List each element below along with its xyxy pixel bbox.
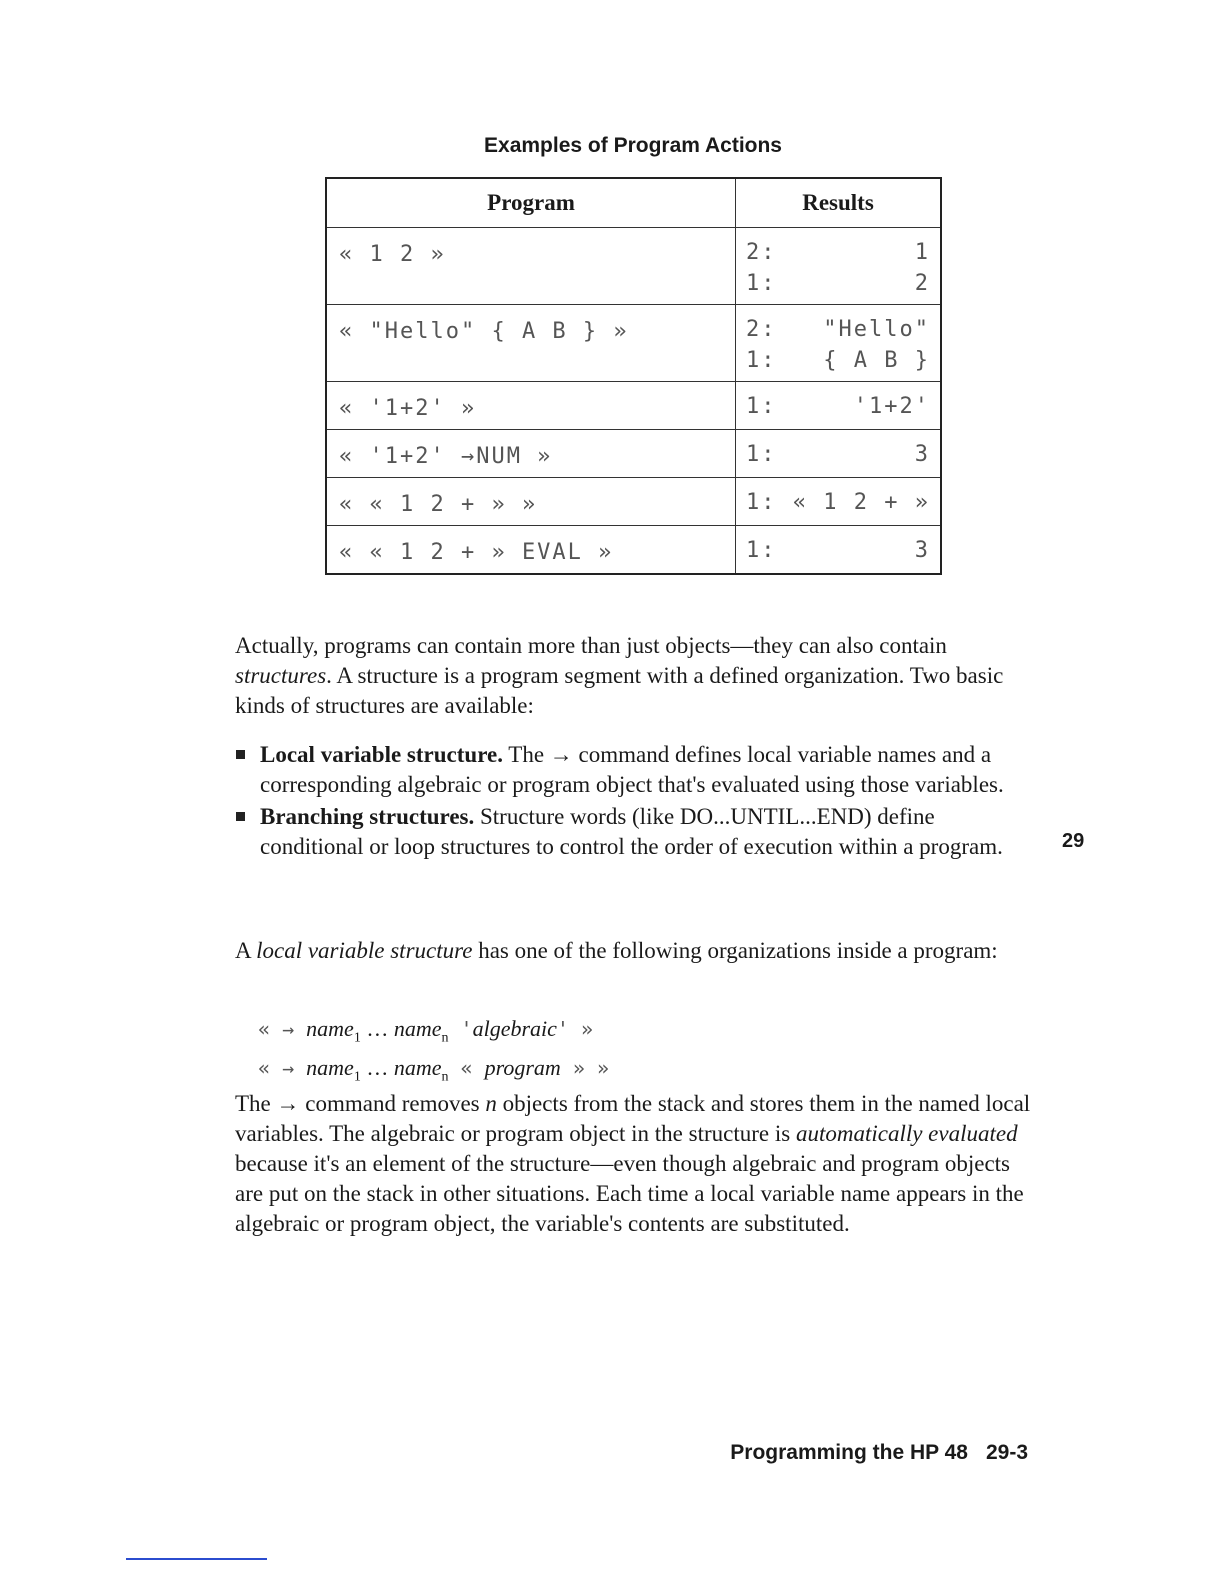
table-row (326, 526, 941, 574)
syntax-delim: ' (448, 1017, 473, 1041)
table-row (326, 305, 941, 382)
stack-level: 1: (746, 271, 777, 296)
table-title: Examples of Program Actions (484, 134, 782, 157)
emphasis: n (485, 1091, 497, 1116)
stack-line (746, 490, 930, 521)
syntax-name: name (393, 1055, 442, 1081)
text-run: A (235, 938, 257, 963)
stack-value: 1 (914, 240, 930, 265)
header-program: Program (326, 178, 736, 228)
header-results: Results (736, 178, 942, 228)
list-item (236, 740, 1026, 800)
stack-value: « 1 2 + » (792, 490, 930, 515)
local-variable-paragraph (235, 936, 1035, 966)
program-cell: « '1+2' » (326, 382, 736, 430)
examples-table (325, 177, 942, 575)
bullet-text: The → command defines local variable names and a corresponding algebraic or program object that's evaluated using those variables. (260, 742, 1004, 797)
program-cell: « "Hello" { A B } » (326, 305, 736, 382)
syntax-open: « → (258, 1056, 307, 1081)
stack-level: 1: (746, 442, 777, 467)
syntax-delim: » (560, 1056, 597, 1081)
text-run: . A structure is a program segment with a defined organization. Two basic kinds of structures are available: (235, 663, 1004, 718)
table-row (326, 382, 941, 430)
syntax-close: » (596, 1056, 609, 1081)
emphasis: automatically evaluated (795, 1121, 1018, 1146)
text-run: because it's an element of the structure—even though algebraic and program objects are put on the stack in other situations. Each time a local variable name appears in the algebraic or program object, the variable's contents are substituted. (235, 1151, 1024, 1236)
results-cell (736, 382, 942, 430)
bullet-heading: Local variable structure. (260, 742, 503, 767)
stack-line (746, 348, 930, 379)
results-cell (736, 478, 942, 526)
table-row (326, 228, 941, 305)
stack-value: 3 (914, 442, 930, 467)
syntax-delim: ' (556, 1017, 581, 1041)
stack-value: 2 (914, 271, 930, 296)
syntax-dots: … (360, 1016, 394, 1041)
syntax-name: name (306, 1016, 354, 1041)
table-row (326, 430, 941, 478)
command-paragraph (235, 1089, 1035, 1239)
bullet-list (236, 740, 1026, 864)
syntax-sub: n (441, 1030, 449, 1046)
emphasis: structures (235, 663, 327, 688)
bullet-square-icon (236, 750, 245, 759)
stack-line (746, 394, 930, 425)
stack-value: "Hello" (823, 317, 930, 342)
stack-level: 2: (746, 317, 777, 342)
syntax-sub: n (441, 1069, 449, 1085)
syntax-block (258, 1014, 609, 1093)
results-cell (736, 305, 942, 382)
bullet-square-icon (236, 812, 245, 821)
stack-line (746, 240, 930, 271)
table-header-row (326, 178, 941, 228)
syntax-line-program (258, 1053, 609, 1092)
stack-line (746, 442, 930, 473)
syntax-open: « → (258, 1017, 307, 1041)
syntax-sub: 1 (353, 1030, 361, 1046)
stack-level: 1: (746, 348, 777, 373)
syntax-body: program (484, 1055, 561, 1081)
results-cell (736, 228, 942, 305)
footer-title: Programming the HP 48 (730, 1441, 968, 1464)
text-run: Actually, programs can contain more than just objects—they can also contain (235, 633, 947, 658)
syntax-dots: … (360, 1055, 394, 1081)
stack-value: { A B } (823, 348, 930, 373)
stack-value: '1+2' (853, 394, 930, 419)
results-cell (736, 526, 942, 574)
list-item (236, 802, 1026, 862)
stack-level: 1: (746, 490, 777, 515)
page-footer (730, 1441, 1028, 1465)
stack-line (746, 317, 930, 348)
program-cell: « '1+2' →NUM » (326, 430, 736, 478)
syntax-name: name (393, 1016, 442, 1041)
emphasis: local variable structure (256, 938, 473, 963)
chapter-tab: 29 (1062, 830, 1085, 852)
syntax-sub: 1 (353, 1069, 361, 1085)
bottom-rule (126, 1558, 267, 1560)
page-number: 29-3 (985, 1441, 1028, 1464)
stack-level: 1: (746, 538, 777, 563)
syntax-line-algebraic (258, 1014, 609, 1053)
results-cell (736, 430, 942, 478)
syntax-body: algebraic (472, 1016, 557, 1041)
intro-paragraph (235, 631, 1025, 721)
stack-line (746, 271, 930, 302)
bullet-heading: Branching structures. (260, 804, 475, 829)
table-row (326, 478, 941, 526)
stack-value: 3 (914, 538, 930, 563)
text-run: has one of the following organizations inside a program: (472, 938, 998, 963)
syntax-name: name (306, 1055, 354, 1081)
bullet-text: Structure words (like DO...UNTIL...END) define conditional or loop structures to control the order of execution within a program. (260, 804, 1003, 859)
stack-line (746, 538, 930, 569)
stack-level: 2: (746, 240, 777, 265)
text-run: The → command removes (235, 1091, 486, 1116)
text-run: objects from the stack and stores them in the named local variables. The algebraic or program object in the structure is (235, 1091, 1031, 1146)
stack-level: 1: (746, 394, 777, 419)
syntax-delim: « (448, 1056, 485, 1081)
syntax-close: » (581, 1017, 594, 1041)
program-cell: « 1 2 » (326, 228, 736, 305)
program-cell: « « 1 2 + » » (326, 478, 736, 526)
program-cell: « « 1 2 + » EVAL » (326, 526, 736, 574)
